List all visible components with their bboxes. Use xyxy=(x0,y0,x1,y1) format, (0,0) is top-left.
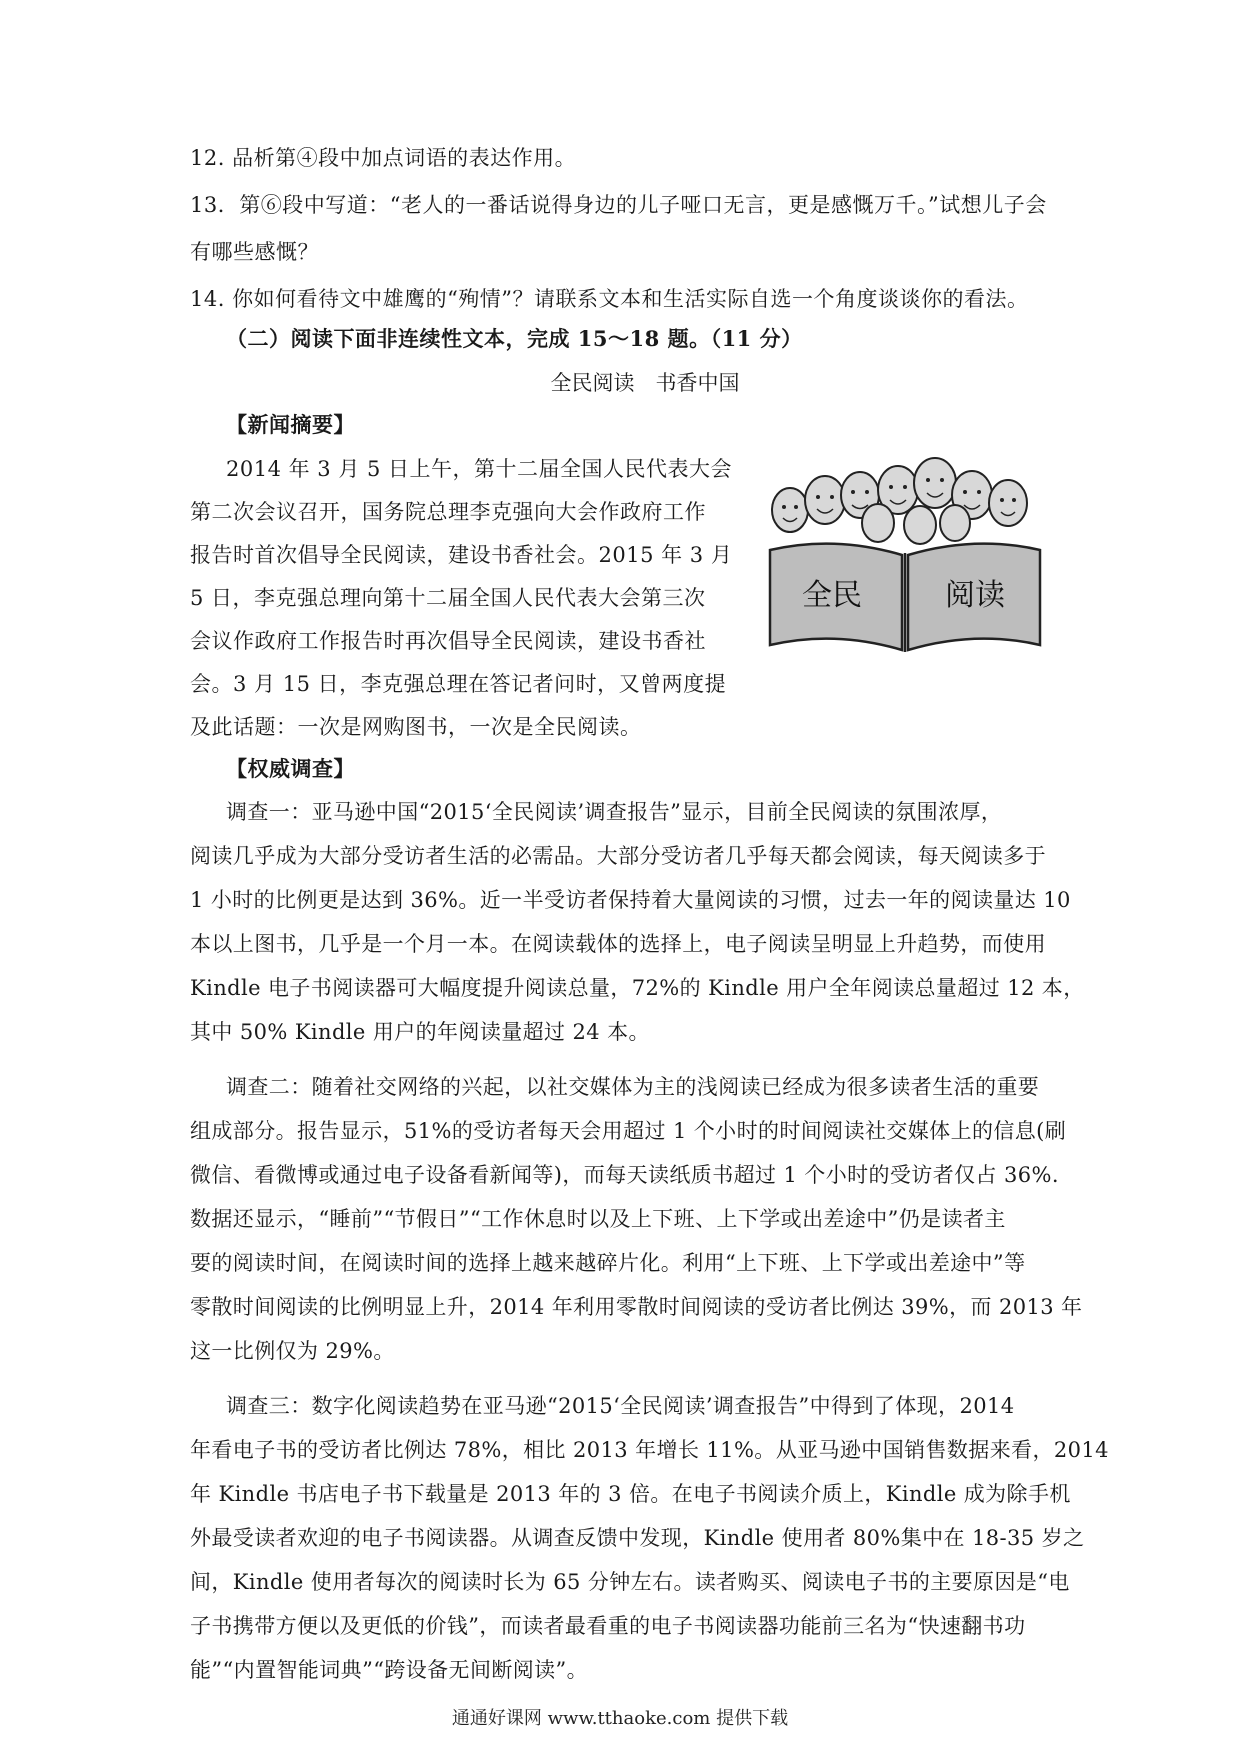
survey2-line: 微信、看微博或通过电子设备看新闻等)，而每天读纸质书超过 1 个小时的受访者仅占 36%. xyxy=(190,1163,1059,1187)
survey2-line: 这一比例仅为 29%。 xyxy=(190,1339,395,1363)
news-line: 会。3 月 15 日，李克强总理在答记者问时，又曾两度提 xyxy=(190,672,727,696)
survey2-line: 零散时间阅读的比例明显上升，2014 年利用零散时间阅读的受访者比例达 39%，而 2013 年 xyxy=(190,1295,1083,1319)
news-line: 2014 年 3 月 5 日上午，第十二届全国人民代表大会 xyxy=(226,457,733,481)
news-line: 5 日，李克强总理向第十二届全国人民代表大会第三次 xyxy=(190,586,706,610)
person-head xyxy=(989,480,1027,526)
survey2-line: 数据还显示，“睡前”“节假日”“工作休息时以及上下班、上下学或出差途中”仍是读者主 xyxy=(190,1207,1006,1231)
survey1-line: 1 小时的比例更是达到 36%。近一半受访者保持着大量阅读的习惯，过去一年的阅读量达 10 xyxy=(190,888,1071,912)
survey1-line: 阅读几乎成为大部分受访者生活的必需品。大部分受访者几乎每天都会阅读，每天阅读多于 xyxy=(190,844,1046,868)
news-line: 及此话题：一次是网购图书，一次是全民阅读。 xyxy=(190,715,642,739)
news-line: 会议作政府工作报告时再次倡导全民阅读，建设书香社 xyxy=(190,629,706,653)
survey2-line: 要的阅读时间，在阅读时间的选择上越来越碎片化。利用“上下班、上下学或出差途中”等 xyxy=(190,1251,1026,1275)
section-title: 全民阅读 书香中国 xyxy=(550,371,740,395)
person-head xyxy=(904,506,936,544)
question-14: 14. 你如何看待文中雄鹰的“殉情”？请联系文本和生活实际自选一个角度谈谈你的看法。 xyxy=(190,287,1029,311)
page-footer: 通通好课网 www.tthaoke.com 提供下载 xyxy=(451,1708,789,1729)
survey1-line: 调查一：亚马逊中国“2015‘全民阅读’调查报告”显示，目前全民阅读的氛围浓厚， xyxy=(226,800,1003,824)
survey3-line: 外最受读者欢迎的电子书阅读器。从调查反馈中发现，Kindle 使用者 80%集中在 18-35 岁之 xyxy=(190,1526,1085,1550)
survey2-line: 组成部分。报告显示，51%的受访者每天会用超过 1 个小时的时间阅读社交媒体上的信息(刷 xyxy=(190,1119,1067,1143)
question-12: 12. 品析第④段中加点词语的表达作用。 xyxy=(190,146,577,170)
question-13-line-2: 有哪些感慨？ xyxy=(190,240,319,264)
person-head xyxy=(940,505,970,541)
survey2-line: 调查二：随着社交网络的兴起，以社交媒体为主的浅阅读已经成为很多读者生活的重要 xyxy=(226,1075,1040,1099)
survey3-line: 子书携带方便以及更低的价钱”，而读者最看重的电子书阅读器功能前三名为“快速翻书功 xyxy=(190,1614,1026,1638)
survey1-line: Kindle 电子书阅读器可大幅度提升阅读总量，72%的 Kindle 用户全年阅读总量超过 12 本， xyxy=(190,976,1085,1000)
person-head xyxy=(805,476,845,524)
survey1-line: 本以上图书，几乎是一个月一本。在阅读载体的选择上，电子阅读呈明显上升趋势，而使用 xyxy=(190,932,1046,956)
survey3-line: 调查三：数字化阅读趋势在亚马逊“2015‘全民阅读’调查报告”中得到了体现，2014 xyxy=(226,1394,1015,1418)
news-label: 【新闻摘要】 xyxy=(226,412,355,437)
person-head xyxy=(862,504,894,542)
question-13-line-1: 13．第⑥段中写道：“老人的一番话说得身边的儿子哑口无言，更是感慨万千。”试想儿子会 xyxy=(190,193,1047,217)
survey1-line: 其中 50% Kindle 用户的年阅读量超过 24 本。 xyxy=(190,1020,650,1044)
survey3-line: 间，Kindle 使用者每次的阅读时长为 65 分钟左右。读者购买、阅读电子书的主要原因是“电 xyxy=(190,1570,1070,1594)
survey3-line: 年看电子书的受访者比例达 78%，相比 2013 年增长 11%。从亚马逊中国销售数据来看，2014 xyxy=(190,1438,1109,1462)
section-heading: （二）阅读下面非连续性文本，完成 15～18 题。（11 分） xyxy=(226,326,803,351)
survey3-line: 年 Kindle 书店电子书下载量是 2013 年的 3 倍。在电子书阅读介质上，Kindle 成为除手机 xyxy=(190,1482,1071,1506)
survey-label: 【权威调查】 xyxy=(226,756,355,781)
news-line: 报告时首次倡导全民阅读，建设书香社会。2015 年 3 月 xyxy=(190,543,733,567)
survey3-line: 能”“内置智能词典”“跨设备无间断阅读”。 xyxy=(190,1658,589,1682)
book-right-text: 阅读 xyxy=(945,579,1005,612)
news-line: 第二次会议召开，国务院总理李克强向大会作政府工作 xyxy=(190,500,706,524)
person-head xyxy=(772,488,808,532)
reading-illustration xyxy=(750,455,1060,655)
person-head xyxy=(914,458,956,508)
book-left-text: 全民 xyxy=(802,579,862,612)
